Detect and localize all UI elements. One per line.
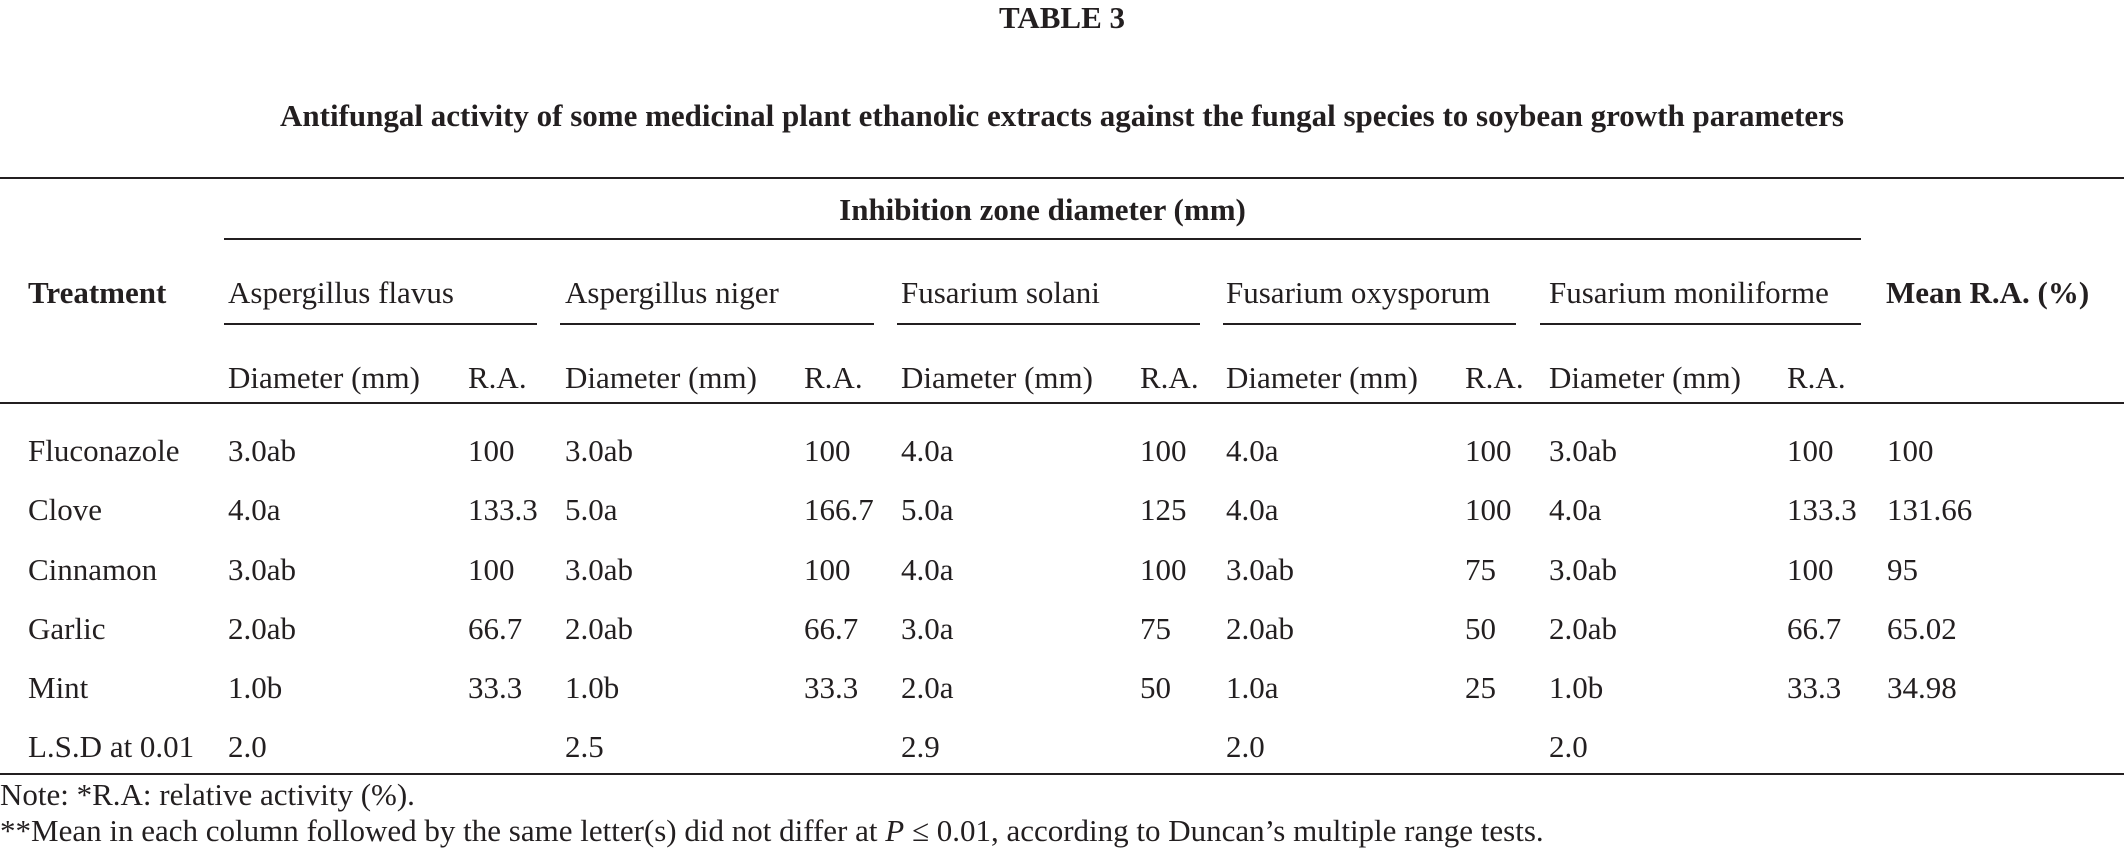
treatment-cell: Mint xyxy=(28,670,89,705)
table-cell: 3.0a xyxy=(901,611,954,646)
species-rule-4 xyxy=(1223,323,1516,325)
table-cell: 2.0ab xyxy=(565,611,634,646)
footnote-text: ≤ 0.01, according to Duncan’s multiple range tests. xyxy=(904,813,1544,848)
table-cell: 3.0ab xyxy=(1549,552,1618,587)
table-cell: 2.0a xyxy=(901,670,954,705)
table-cell: 3.0ab xyxy=(228,433,297,468)
table-cell: 3.0ab xyxy=(1549,433,1618,468)
diameter-subheader: Diameter (mm) xyxy=(1549,360,1741,395)
table-cell: 100 xyxy=(1465,492,1512,527)
table-cell: 66.7 xyxy=(468,611,523,646)
table-cell: 2.0 xyxy=(228,729,267,764)
species-rule-5 xyxy=(1540,323,1861,325)
table-cell: 25 xyxy=(1465,670,1496,705)
table-cell: 2.0ab xyxy=(1226,611,1295,646)
table-cell: 75 xyxy=(1140,611,1171,646)
species-rule-2 xyxy=(560,323,874,325)
table-cell: 3.0ab xyxy=(565,552,634,587)
table-cell: 33.3 xyxy=(468,670,523,705)
ra-subheader: R.A. xyxy=(804,360,863,395)
table-cell: 100 xyxy=(468,552,515,587)
table-cell: 4.0a xyxy=(901,433,954,468)
bottom-rule xyxy=(0,773,2124,775)
table-cell: 2.5 xyxy=(565,729,604,764)
species-rule-3 xyxy=(897,323,1200,325)
treatment-cell: Clove xyxy=(28,492,103,527)
table-cell: 50 xyxy=(1140,670,1171,705)
diameter-subheader: Diameter (mm) xyxy=(901,360,1093,395)
ra-subheader: R.A. xyxy=(1465,360,1524,395)
table-cell: 100 xyxy=(1140,552,1187,587)
footnote-p-symbol: P xyxy=(885,813,905,848)
species-name: Fusarium solani xyxy=(901,275,1100,310)
table-caption: Antifungal activity of some medicinal plant ethanolic extracts against the fungal species to soybean growth parameters xyxy=(280,98,1844,133)
table-cell: 2.0 xyxy=(1549,729,1588,764)
table-cell: 133.3 xyxy=(1787,492,1857,527)
table-cell: 50 xyxy=(1465,611,1496,646)
ra-subheader: R.A. xyxy=(1140,360,1199,395)
table-cell: 1.0a xyxy=(1226,670,1279,705)
mean-cell: 100 xyxy=(1887,433,1934,468)
table-cell: 1.0b xyxy=(228,670,283,705)
top-rule xyxy=(0,177,2124,179)
table-cell: 100 xyxy=(1465,433,1512,468)
table-cell: 100 xyxy=(804,552,851,587)
table-cell: 133.3 xyxy=(468,492,538,527)
diameter-subheader: Diameter (mm) xyxy=(565,360,757,395)
table-cell: 66.7 xyxy=(1787,611,1842,646)
table-cell: 4.0a xyxy=(1226,492,1279,527)
table-cell: 4.0a xyxy=(1226,433,1279,468)
treatment-cell: Garlic xyxy=(28,611,106,646)
table-cell: 75 xyxy=(1465,552,1496,587)
table-cell: 125 xyxy=(1140,492,1187,527)
table-cell: 4.0a xyxy=(228,492,281,527)
group-header: Inhibition zone diameter (mm) xyxy=(839,192,1246,227)
header-bottom-rule xyxy=(0,402,2124,404)
table-cell: 3.0ab xyxy=(1226,552,1295,587)
species-name: Aspergillus flavus xyxy=(228,275,454,310)
table-cell: 3.0ab xyxy=(565,433,634,468)
table-cell: 1.0b xyxy=(565,670,620,705)
table-cell: 2.0 xyxy=(1226,729,1265,764)
mean-cell: 34.98 xyxy=(1887,670,1957,705)
treatment-cell: Cinnamon xyxy=(28,552,158,587)
treatment-cell: Fluconazole xyxy=(28,433,180,468)
table-cell: 100 xyxy=(468,433,515,468)
table-cell: 100 xyxy=(1787,433,1834,468)
table-cell: 2.0ab xyxy=(228,611,297,646)
footnote-text: **Mean in each column followed by the same letter(s) did not differ at xyxy=(0,813,886,848)
table-cell: 1.0b xyxy=(1549,670,1604,705)
diameter-subheader: Diameter (mm) xyxy=(1226,360,1418,395)
table-cell: 2.0ab xyxy=(1549,611,1618,646)
species-name: Fusarium moniliforme xyxy=(1549,275,1829,310)
table-cell: 66.7 xyxy=(804,611,859,646)
table-cell: 5.0a xyxy=(565,492,618,527)
species-name: Fusarium oxysporum xyxy=(1226,275,1491,310)
treatment-header: Treatment xyxy=(28,275,167,310)
footnote: Note: *R.A: relative activity (%). xyxy=(0,777,415,812)
table-cell: 5.0a xyxy=(901,492,954,527)
table-label: TABLE 3 xyxy=(998,0,1126,35)
table-cell: 33.3 xyxy=(1787,670,1842,705)
mean-header: Mean R.A. (%) xyxy=(1886,275,2090,310)
group-rule xyxy=(224,238,1861,240)
diameter-subheader: Diameter (mm) xyxy=(228,360,420,395)
species-rule-1 xyxy=(224,323,537,325)
table-cell: 166.7 xyxy=(804,492,874,527)
table-cell: 2.9 xyxy=(901,729,940,764)
mean-cell: 65.02 xyxy=(1887,611,1957,646)
species-name: Aspergillus niger xyxy=(565,275,779,310)
table-cell: 100 xyxy=(1787,552,1834,587)
ra-subheader: R.A. xyxy=(1787,360,1846,395)
table-cell: 4.0a xyxy=(901,552,954,587)
treatment-cell: L.S.D at 0.01 xyxy=(28,729,195,764)
table-cell: 100 xyxy=(804,433,851,468)
ra-subheader: R.A. xyxy=(468,360,527,395)
table-cell: 4.0a xyxy=(1549,492,1602,527)
footnote xyxy=(0,813,1544,849)
table-cell: 100 xyxy=(1140,433,1187,468)
table-cell: 33.3 xyxy=(804,670,859,705)
mean-cell: 131.66 xyxy=(1887,492,1973,527)
mean-cell: 95 xyxy=(1887,552,1918,587)
table-cell: 3.0ab xyxy=(228,552,297,587)
